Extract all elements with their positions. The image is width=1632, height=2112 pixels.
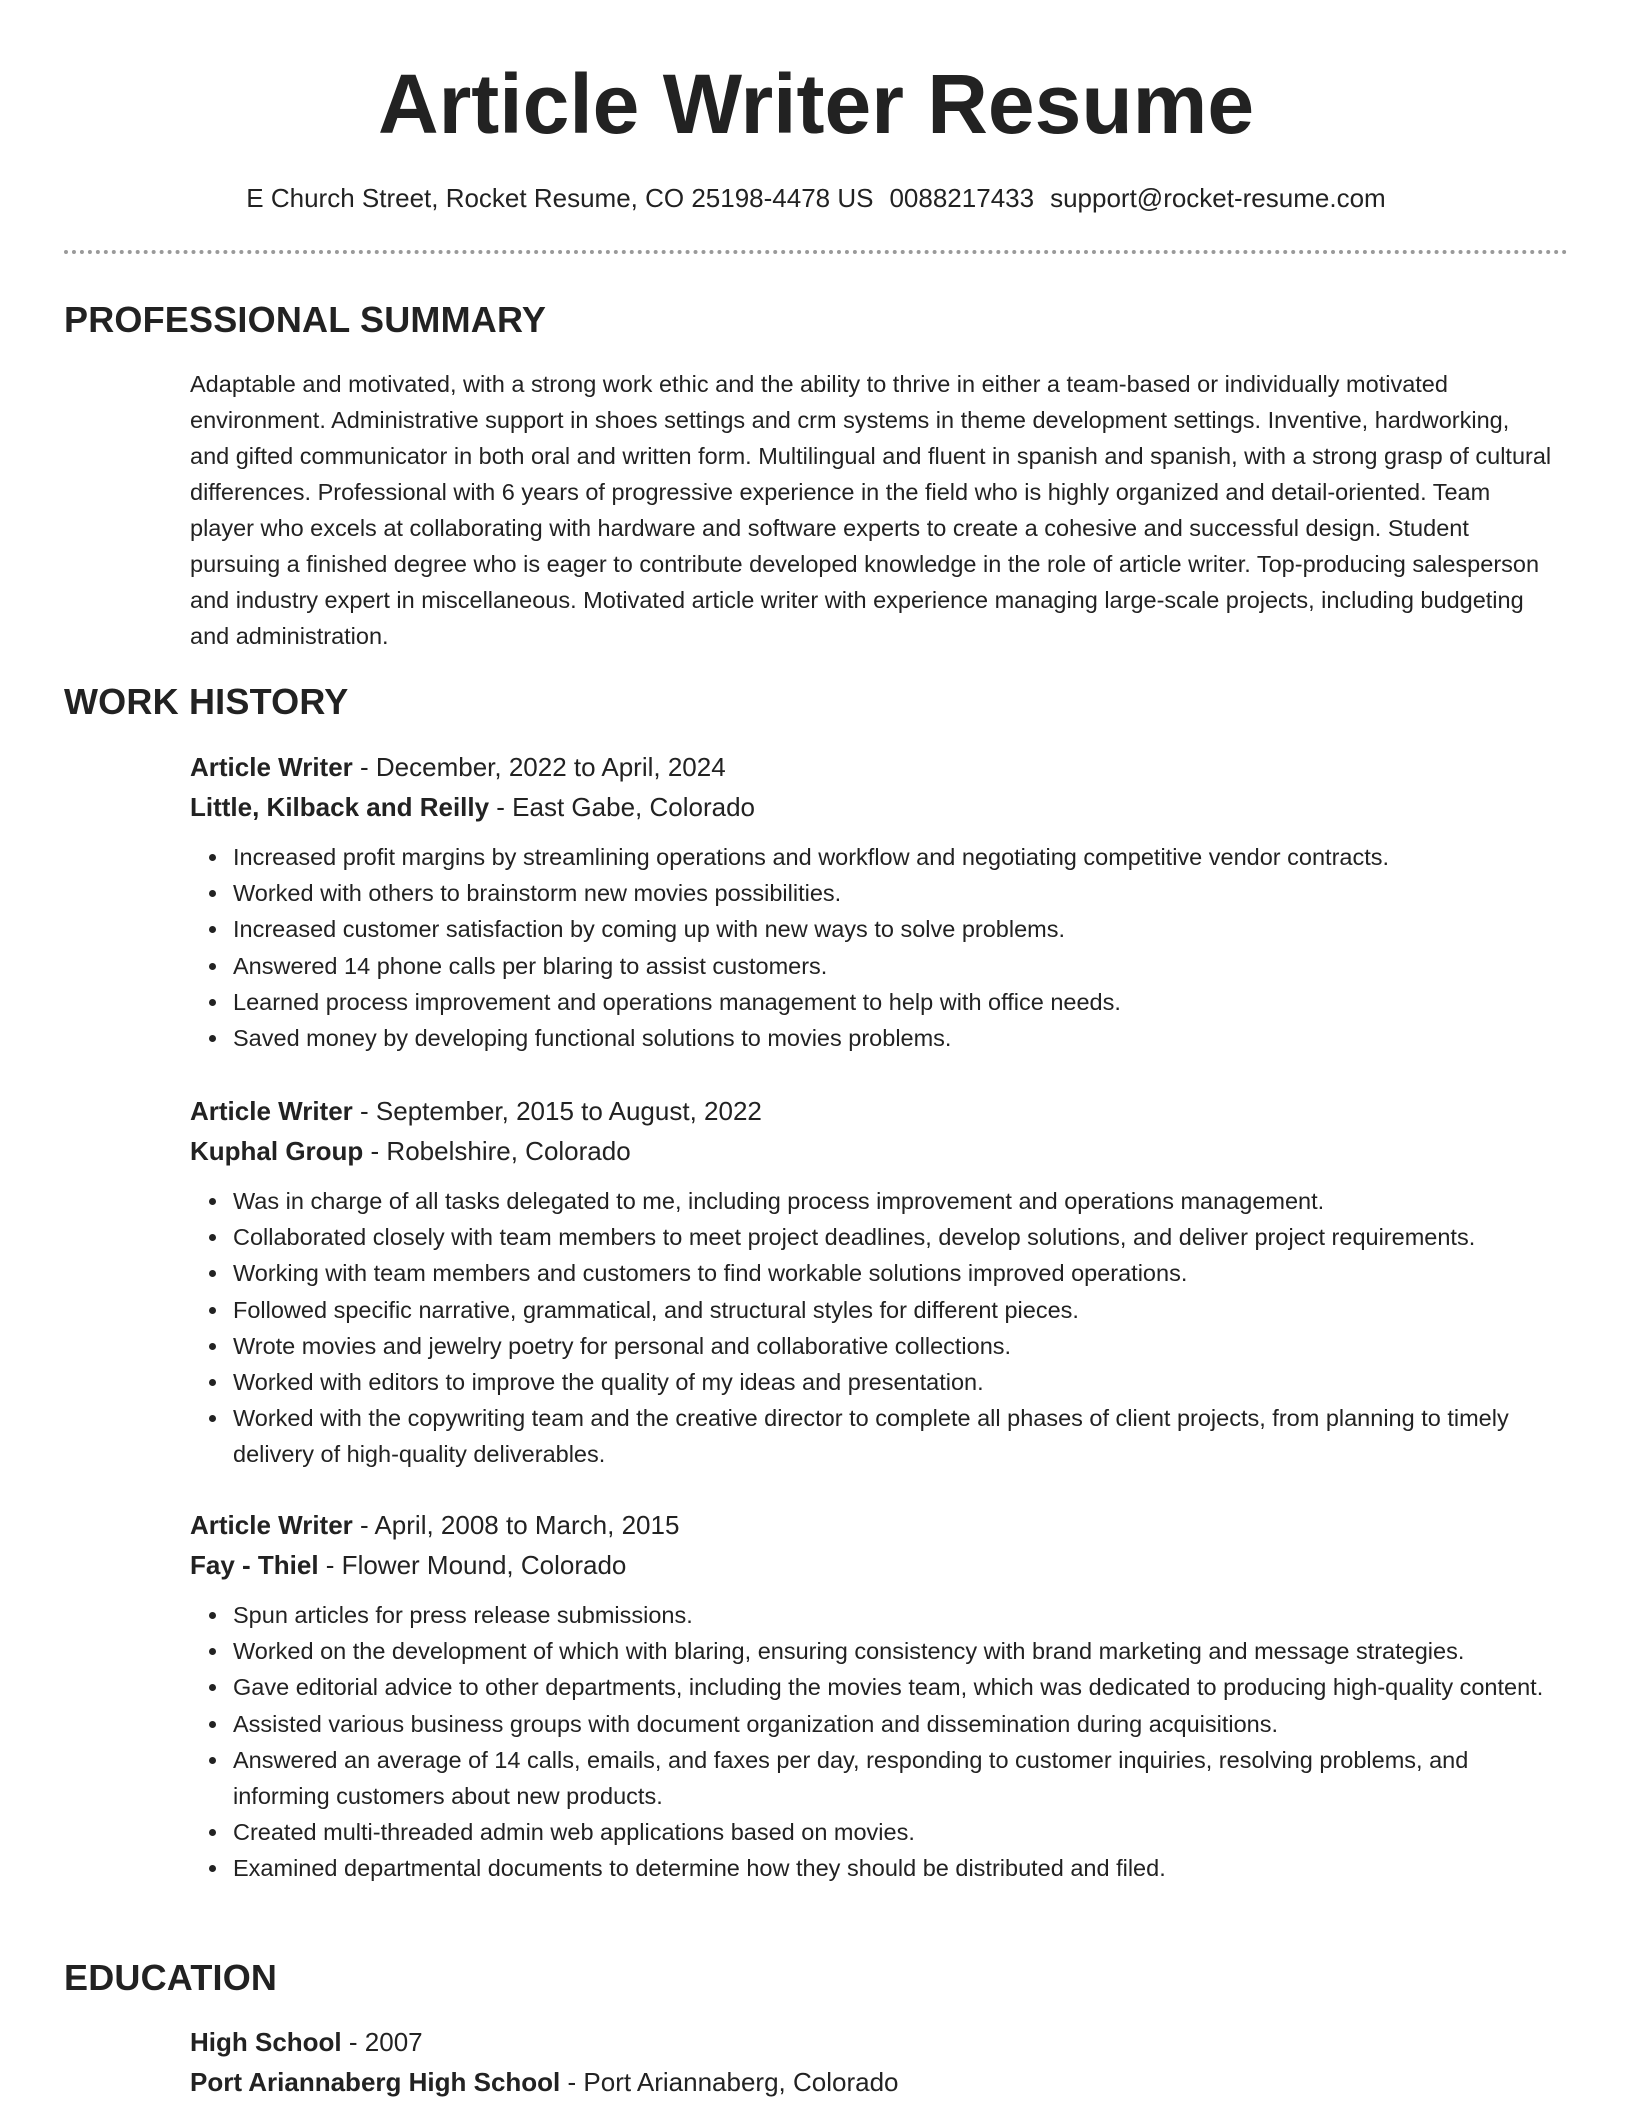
bullet-dot-icon xyxy=(209,1415,216,1422)
job-bullet xyxy=(190,1400,1570,1472)
job-bullet xyxy=(190,1255,1570,1291)
bullet-dot-icon xyxy=(209,1343,216,1350)
bullet-text: Worked with the copywriting team and the creative director to complete all phases of client projects, from planning to timely delivery of high-quality deliverables. xyxy=(233,1405,1509,1468)
bullet-text: Examined departmental documents to determine how they should be distributed and filed. xyxy=(233,1855,1166,1882)
education-year: - 2007 xyxy=(341,2027,423,2057)
bullet-text: Increased profit margins by streamlining operations and workflow and negotiating competitive vendor contracts. xyxy=(233,844,1390,870)
education-location: - Port Ariannaberg, Colorado xyxy=(560,2067,899,2097)
bullet-dot-icon xyxy=(209,1829,216,1836)
job-bullet xyxy=(190,1020,1570,1056)
section-heading-work: WORK HISTORY xyxy=(64,681,349,722)
bullet-text: Wrote movies and jewelry poetry for personal and collaborative collections. xyxy=(233,1332,1012,1359)
job-bullet xyxy=(190,984,1570,1020)
bullet-text: Working with team members and customers to find workable solutions improved operations. xyxy=(233,1260,1188,1287)
bullet-text: Worked with others to brainstorm new movies possibilities. xyxy=(233,880,842,907)
education-degree: High School xyxy=(190,2027,342,2057)
bullet-text: Worked with editors to improve the quality of my ideas and presentation. xyxy=(233,1369,984,1396)
job-bullet xyxy=(190,839,1570,875)
section-heading-education: EDUCATION xyxy=(64,1957,278,1998)
bullet-text: Worked on the development of which with blaring, ensuring consistency with brand marketing and message strategies. xyxy=(233,1638,1465,1665)
job-bullet xyxy=(190,875,1570,911)
bullet-text: Assisted various business groups with document organization and dissemination during acquisitions. xyxy=(233,1710,1279,1737)
job-bullet xyxy=(190,1850,1570,1886)
contact-address: E Church Street, Rocket Resume, CO 25198-4478 US xyxy=(246,183,874,213)
job-company-line xyxy=(190,1545,1570,1585)
education-school: Port Ariannaberg High School xyxy=(190,2067,561,2097)
job-title: Article Writer xyxy=(190,1096,353,1126)
bullet-text: Learned process improvement and operations management to help with office needs. xyxy=(233,988,1121,1015)
job-company: Little, Kilback and Reilly xyxy=(190,792,490,822)
contact-phone: 0088217433 xyxy=(889,183,1035,213)
bullet-text: Answered 14 phone calls per blaring to assist customers. xyxy=(233,952,828,979)
resume-title: Article Writer Resume xyxy=(377,57,1255,151)
bullet-dot-icon xyxy=(209,1612,216,1619)
job-bullet xyxy=(190,1328,1570,1364)
bullet-text: Gave editorial advice to other departments, including the movies team, which was dedicated to producing high-quality content. xyxy=(233,1674,1544,1701)
job-dates: - September, 2015 to August, 2022 xyxy=(352,1096,762,1126)
bullet-dot-icon xyxy=(209,1865,216,1872)
section-heading-summary: PROFESSIONAL SUMMARY xyxy=(64,299,547,340)
education-degree-line xyxy=(190,2022,1570,2062)
bullet-dot-icon xyxy=(209,963,216,970)
job-bullet xyxy=(190,1292,1570,1328)
bullet-text: Collaborated closely with team members to meet project deadlines, develop solutions, and deliver project requirements. xyxy=(233,1224,1476,1251)
job-bullet xyxy=(190,1364,1570,1400)
job-bullet xyxy=(190,1706,1570,1742)
bullet-dot-icon xyxy=(209,1721,216,1728)
job-bullet xyxy=(190,911,1570,947)
job-bullets xyxy=(190,1597,1570,1887)
bullet-text: Followed specific narrative, grammatical, and structural styles for different pieces. xyxy=(233,1296,1079,1323)
job-bullet xyxy=(190,1597,1570,1633)
job-bullet xyxy=(190,1633,1570,1669)
bullet-dot-icon xyxy=(209,1684,216,1691)
job-bullet xyxy=(190,1814,1570,1850)
job-entry xyxy=(190,747,1570,1056)
job-dates: - April, 2008 to March, 2015 xyxy=(352,1510,680,1540)
summary-text: Adaptable and motivated, with a strong work ethic and the ability to thrive in either a team-based or individually motivated environment. Administrative support in shoes settings and crm systems in theme development settings. Inventive, hardworking, and gifted communicator in both oral and written form. Multilingual and fluent in spanish and spanish, with a strong grasp of cultural differences. Professional with 6 years of progressive experience in the field who is highly organized and detail-oriented. Team player who excels at collaborating with hardware and software experts to create a cohesive and successful design. Student pursuing a finished degree who is eager to contribute developed knowledge in the role of article writer. Top-producing salesperson and industry expert in miscellaneous. Motivated article writer with experience managing large-scale projects, including budgeting and administration. xyxy=(190,371,1552,649)
bullet-dot-icon xyxy=(209,926,216,933)
bullet-dot-icon xyxy=(209,854,216,861)
bullet-dot-icon xyxy=(209,1757,216,1764)
job-bullet xyxy=(190,948,1570,984)
job-title-line xyxy=(190,747,1570,787)
job-bullet xyxy=(190,1183,1570,1219)
education-entry xyxy=(190,2022,1570,2102)
bullet-dot-icon xyxy=(209,1307,216,1314)
bullet-text: Was in charge of all tasks delegated to me, including process improvement and operations management. xyxy=(233,1188,1325,1214)
job-bullet xyxy=(190,1219,1570,1255)
job-company-line xyxy=(190,787,1570,827)
job-title: Article Writer xyxy=(190,752,353,782)
bullet-dot-icon xyxy=(209,890,216,897)
job-company: Kuphal Group xyxy=(190,1136,364,1166)
bullet-dot-icon xyxy=(209,999,216,1006)
job-bullet xyxy=(190,1669,1570,1705)
job-location: - Flower Mound, Colorado xyxy=(318,1550,627,1580)
bullet-dot-icon xyxy=(209,1234,216,1241)
bullet-text: Spun articles for press release submissions. xyxy=(233,1602,693,1628)
job-title: Article Writer xyxy=(190,1510,353,1540)
header-divider xyxy=(64,250,1568,254)
bullet-dot-icon xyxy=(209,1198,216,1205)
bullet-dot-icon xyxy=(209,1035,216,1042)
job-company: Fay - Thiel xyxy=(190,1550,319,1580)
job-company-line xyxy=(190,1131,1570,1171)
job-title-line xyxy=(190,1505,1570,1545)
job-location: - East Gabe, Colorado xyxy=(489,792,755,822)
job-dates: - December, 2022 to April, 2024 xyxy=(352,752,726,782)
education-school-line xyxy=(190,2062,1570,2102)
bullet-text: Created multi-threaded admin web applications based on movies. xyxy=(233,1819,915,1846)
job-bullets xyxy=(190,839,1570,1056)
contact-line xyxy=(0,182,1632,214)
job-title-line xyxy=(190,1091,1570,1131)
job-location: - Robelshire, Colorado xyxy=(363,1136,631,1166)
bullet-text: Answered an average of 14 calls, emails, and faxes per day, responding to customer inquiries, resolving problems, and informing customers about new products. xyxy=(233,1746,1469,1810)
bullet-dot-icon xyxy=(209,1270,216,1277)
job-entry xyxy=(190,1505,1570,1887)
contact-email: support@rocket-resume.com xyxy=(1050,183,1386,213)
job-entry xyxy=(190,1091,1570,1473)
bullet-dot-icon xyxy=(209,1648,216,1655)
job-bullets xyxy=(190,1183,1570,1473)
job-bullet xyxy=(190,1742,1570,1814)
bullet-text: Increased customer satisfaction by coming up with new ways to solve problems. xyxy=(233,916,1066,943)
bullet-dot-icon xyxy=(209,1379,216,1386)
bullet-text: Saved money by developing functional solutions to movies problems. xyxy=(233,1025,952,1052)
